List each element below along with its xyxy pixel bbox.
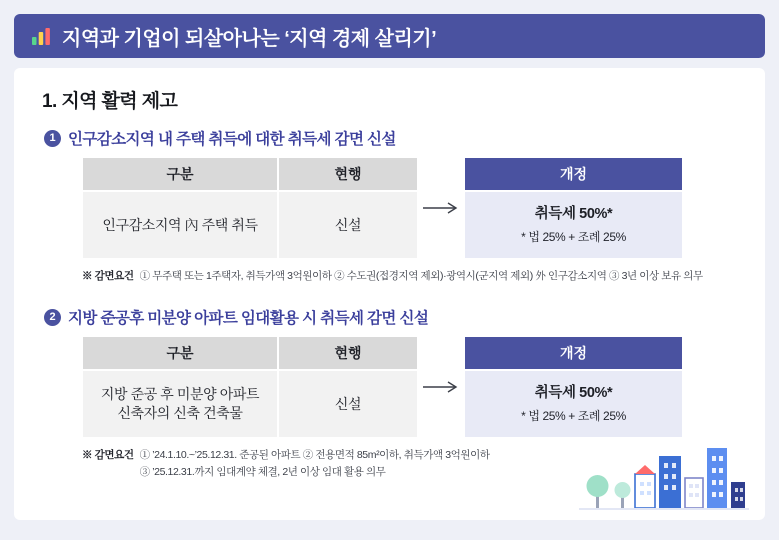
header-title: 지역과 기업이 되살아나는 ‘지역 경제 살리기’ <box>62 27 437 50</box>
item-1-col-hyeonhaeng <box>278 157 418 259</box>
item-2-gaejeong-main: 취득세 50%* <box>534 384 613 401</box>
item-2-note-line-1: ① ’24.1.10.~’25.12.31. 준공된 아파트 ② 전용면적 85m²이하, 취득가액 3억원이하 <box>139 449 490 462</box>
item-2-note-label: ※ 감면요건 <box>82 449 134 462</box>
item-1-note-line-1: ① 무주택 또는 1주택자, 취득가액 3억원이하 ② 수도권(접경지역 제외)·광역시(군지역 제외) 外 인구감소지역 ③ 3년 이상 보유 의무 <box>139 270 703 282</box>
item-2-col-hyeonhaeng <box>278 336 418 438</box>
item-1-cell-gaejeong <box>464 191 683 259</box>
item-1-table-left <box>82 157 418 259</box>
item-1-gaejeong-main: 취득세 50%* <box>534 205 613 222</box>
item-2-number: 2 <box>44 309 61 326</box>
item-2-table-left <box>82 336 418 438</box>
item-2-arrow-icon <box>418 336 464 438</box>
item-2-header-hyeonhaeng: 현행 <box>278 336 418 370</box>
item-2-heading <box>44 306 739 328</box>
item-1-arrow-icon <box>418 157 464 259</box>
item-1-heading-text: 인구감소지역 내 주택 취득에 대한 취득세 감면 신설 <box>68 131 396 148</box>
item-1-col-gaejeong <box>464 157 683 259</box>
item-1-note-body <box>140 268 739 284</box>
item-1-note <box>82 268 739 284</box>
page-title: 1. 지역 활력 제고 <box>42 91 178 112</box>
item-1-note-label: ※ 감면요건 <box>82 270 134 282</box>
item-2-cell-gaejeong <box>464 370 683 438</box>
item-1-cell-hyeonhaeng: 신설 <box>278 191 418 259</box>
item-2-gaejeong-sub: * 법 25% + 조례 25% <box>521 409 626 424</box>
item-1-number: 1 <box>44 130 61 147</box>
item-2-table <box>82 336 731 438</box>
item-2-gubun-line-1: 지방 준공 후 미분양 아파트 <box>100 386 260 403</box>
item-1-col-gubun <box>82 157 278 259</box>
item-1-cell-gubun: 인구감소지역 內 주택 취득 <box>82 191 278 259</box>
item-1-header-hyeonhaeng: 현행 <box>278 157 418 191</box>
slide-header <box>14 14 765 58</box>
item-2-header-gaejeong: 개정 <box>464 336 683 370</box>
item-2-note-line-2: ③ ’25.12.31.까지 임대계약 체결, 2년 이상 임대 활용 의무 <box>139 465 386 478</box>
content-card <box>14 68 765 520</box>
item-2-cell-hyeonhaeng: 신설 <box>278 370 418 438</box>
item-2-col-gubun <box>82 336 278 438</box>
item-2-heading-text: 지방 준공후 미분양 아파트 임대활용 시 취득세 감면 신설 <box>68 310 429 328</box>
item-2-col-gaejeong <box>464 336 683 438</box>
item-1-header-gubun: 구분 <box>82 157 278 191</box>
item-1-heading <box>44 127 739 149</box>
item-2-header-gubun: 구분 <box>82 336 278 370</box>
item-2-gubun-line-2: 신축자의 신축 건축물 <box>117 405 243 422</box>
city-buildings-illustration <box>579 434 749 514</box>
item-2-cell-gubun <box>82 370 278 438</box>
bar-chart-icon <box>30 25 52 47</box>
item-1-header-gaejeong: 개정 <box>464 157 683 191</box>
item-1-table <box>82 157 731 259</box>
item-1-gaejeong-sub: * 법 25% + 조례 25% <box>521 230 626 245</box>
